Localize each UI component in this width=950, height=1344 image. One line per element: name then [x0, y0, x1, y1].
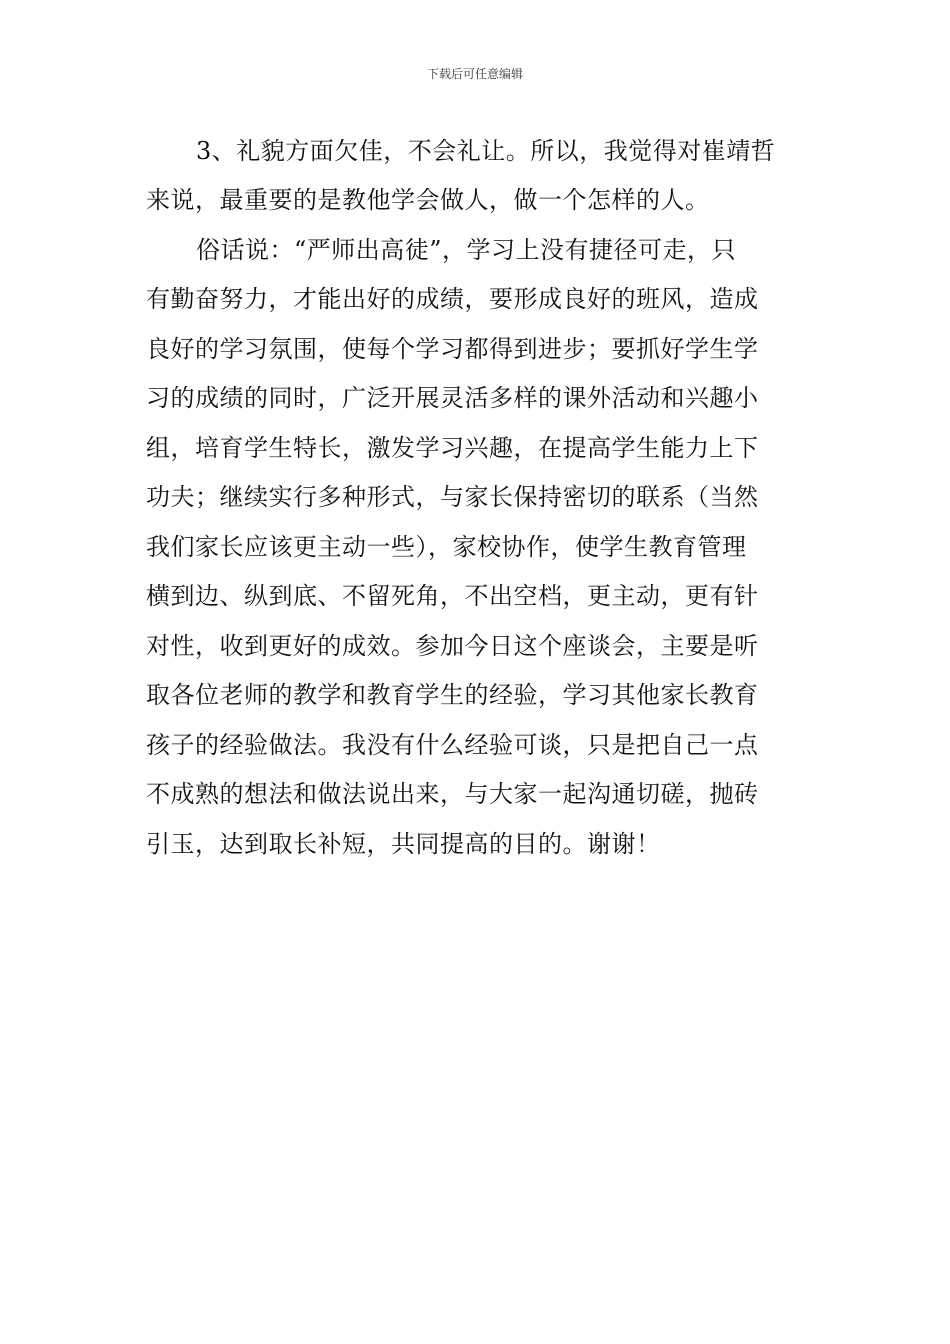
paragraph-2-line-4: 习的成绩的同时，广泛开展灵活多样的课外活动和兴趣小 — [146, 384, 759, 412]
paragraph-1-line-1: 3、礼貌方面欠佳，不会礼让。所以，我觉得对崔靖哲 — [196, 137, 776, 165]
paragraph-2-line-8: 横到边、纵到底、不留死角，不出空档，更主动，更有针 — [146, 582, 759, 610]
paragraph-2-line-5: 组，培育学生特长，激发学习兴趣，在提高学生能力上下 — [146, 434, 759, 462]
paragraph-1-line-2: 来说，最重要的是教他学会做人，做一个怎样的人。 — [146, 186, 710, 214]
paragraph-2-line-7: 我们家长应该更主动一些），家校协作，使学生教育管理 — [146, 533, 747, 561]
paragraph-2-line-1: 俗话说：“严师出高徒”，学习上没有捷径可走，只 — [196, 236, 737, 264]
paragraph-2-line-3: 良好的学习氛围，使每个学习都得到进步；要抓好学生学 — [146, 335, 759, 363]
paragraph-2-line-12: 不成熟的想法和做法说出来，与大家一起沟通切磋，抛砖 — [146, 780, 759, 808]
page-header: 下载后可任意编辑 — [426, 67, 523, 81]
paragraph-2-line-9: 对性，收到更好的成效。参加今日这个座谈会，主要是听 — [146, 632, 759, 660]
paragraph-2-line-13: 引玉，达到取长补短，共同提高的目的。谢谢！ — [146, 830, 661, 858]
paragraph-2-line-6: 功夫；继续实行多种形式，与家长保持密切的联系（当然 — [146, 483, 759, 511]
paragraph-2-line-10: 取各位老师的教学和教育学生的经验，学习其他家长教育 — [146, 681, 759, 709]
paragraph-2-line-11: 孩子的经验做法。我没有什么经验可谈，只是把自己一点 — [146, 731, 759, 759]
paragraph-2-line-2: 有勤奋努力，才能出好的成绩，要形成良好的班风，造成 — [146, 285, 759, 313]
